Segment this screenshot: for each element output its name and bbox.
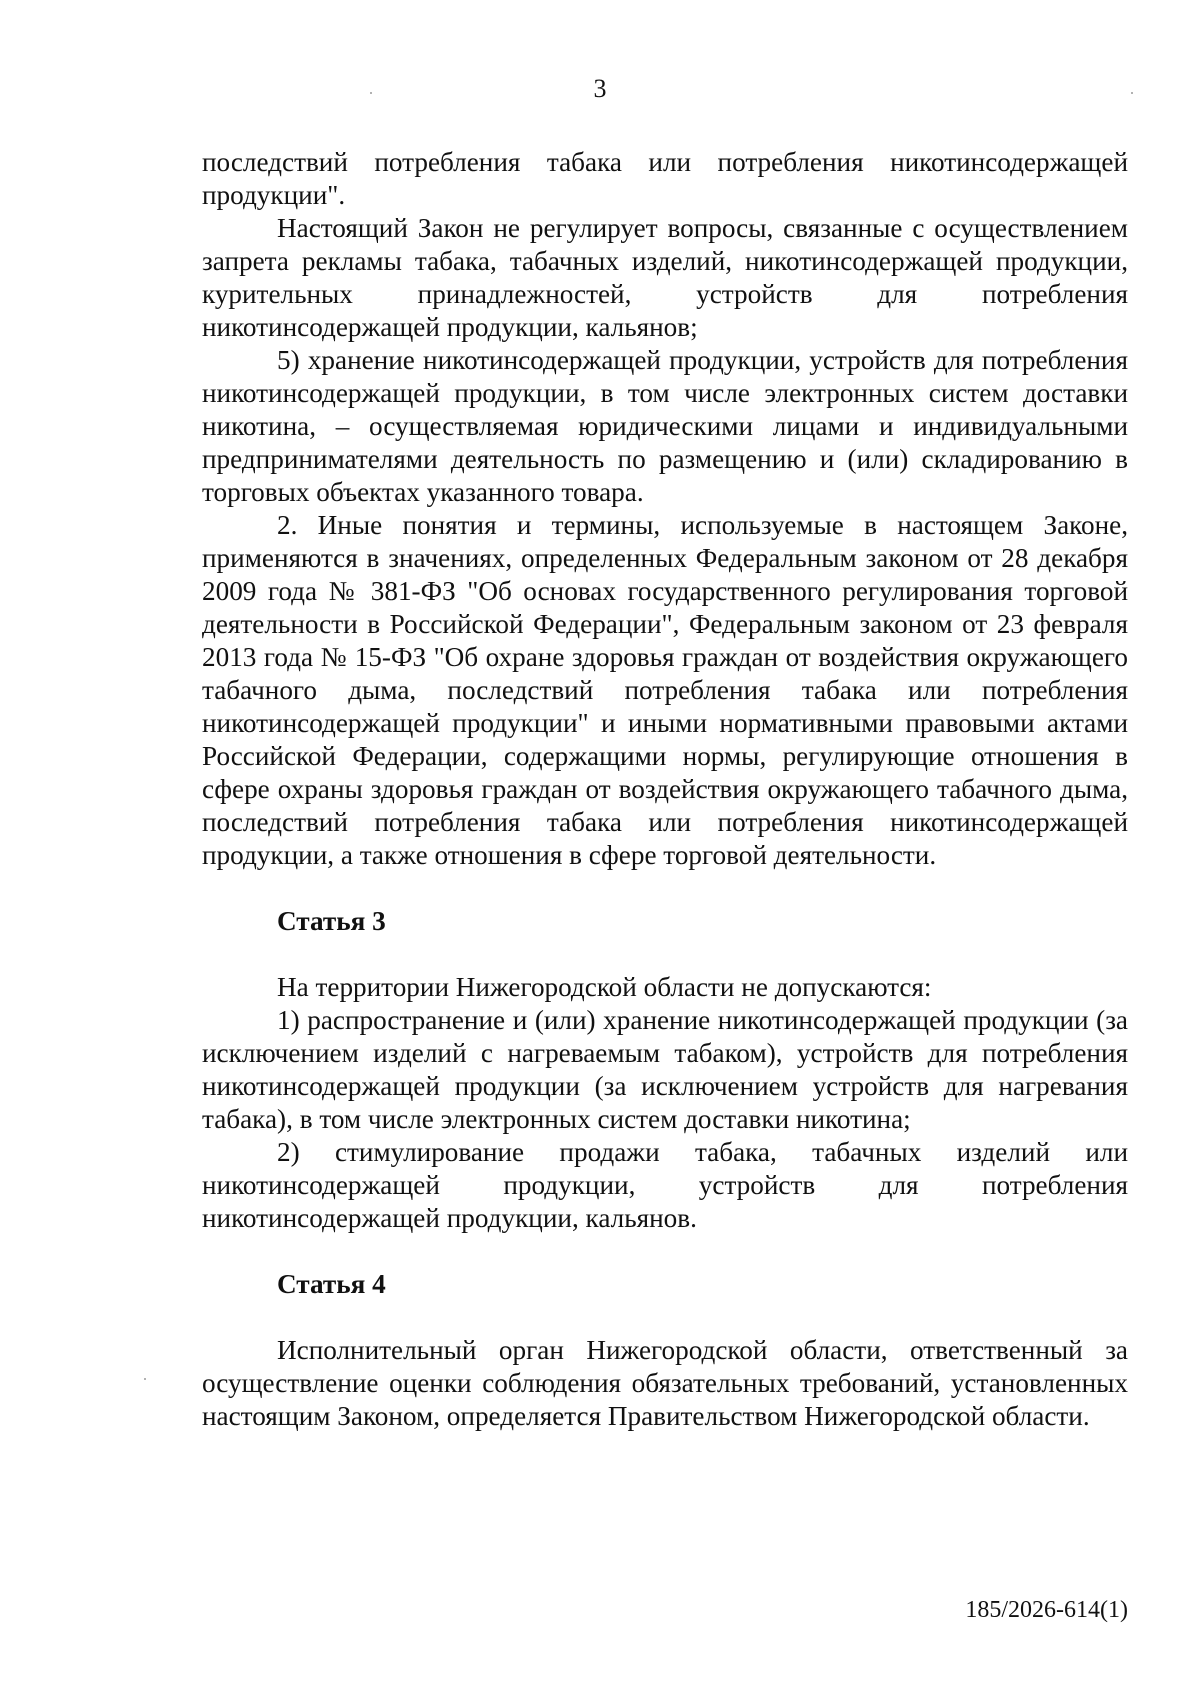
- paragraph-continuation: последствий потребления табака или потребления никотинсодержащей продукции".: [202, 147, 1128, 210]
- article-3-item-2: 2) стимулирование продажи табака, табачных изделий или никотинсодержащей продукции, устройств для потребления никотинсодержащей продукции, кальянов.: [202, 1137, 1128, 1233]
- article-3-heading: Статья 3: [277, 906, 386, 936]
- article-4-text: Исполнительный орган Нижегородской области, ответственный за осуществление оценки соблюдения обязательных требований, установленных настоящим Законом, определяется Правительством Нижегородской области.: [202, 1335, 1128, 1431]
- document-registration-number: 185/2026-614(1): [965, 1597, 1128, 1623]
- document-body: [202, 146, 1128, 1433]
- article-4-heading: Статья 4: [277, 1269, 386, 1299]
- paragraph-scope-note: Настоящий Закон не регулирует вопросы, связанные с осуществлением запрета рекламы табака, табачных изделий, никотинсодержащей продукции, курительных принадлежностей, устройств для потребления никотинсодержащей продукции, кальянов;: [202, 213, 1128, 342]
- paragraph-clause-2: 2. Иные понятия и термины, используемые в настоящем Законе, применяются в значениях, определенных Федеральным законом от 28 декабря 2009 года № 381-ФЗ "Об основах государственного регулирования торговой деятельности в Российской Федерации", Федеральным законом от 23 февраля 2013 года № 15-ФЗ "Об охране здоровья граждан от воздействия окружающего табачного дыма, последствий потребления табака или потребления никотинсодержащей продукции" и иными нормативными правовыми актами Российской Федерации, содержащими нормы, регулирующие отношения в сфере охраны здоровья граждан от воздействия окружающего табачного дыма, последствий потребления табака или потребления никотинсодержащей продукции, а также отношения в сфере торговой деятельности.: [202, 510, 1128, 870]
- page-number: 3: [593, 74, 607, 103]
- paragraph-item-5: 5) хранение никотинсодержащей продукции, устройств для потребления никотинсодержащей продукции, в том числе электронных систем доставки никотина, – осуществляемая юридическими лицами и индивидуальными предпринимателями деятельность по размещению и (или) складированию в торговых объектах указанного товара.: [202, 345, 1128, 507]
- article-3-intro: На территории Нижегородской области не допускаются:: [277, 972, 932, 1002]
- article-3-item-1: 1) распространение и (или) хранение никотинсодержащей продукции (за исключением изделий с нагреваемым табаком), устройств для потребления никотинсодержащей продукции (за исключением устройств для нагревания табака), в том числе электронных систем доставки никотина;: [202, 1005, 1128, 1134]
- scan-speck: [144, 1378, 146, 1380]
